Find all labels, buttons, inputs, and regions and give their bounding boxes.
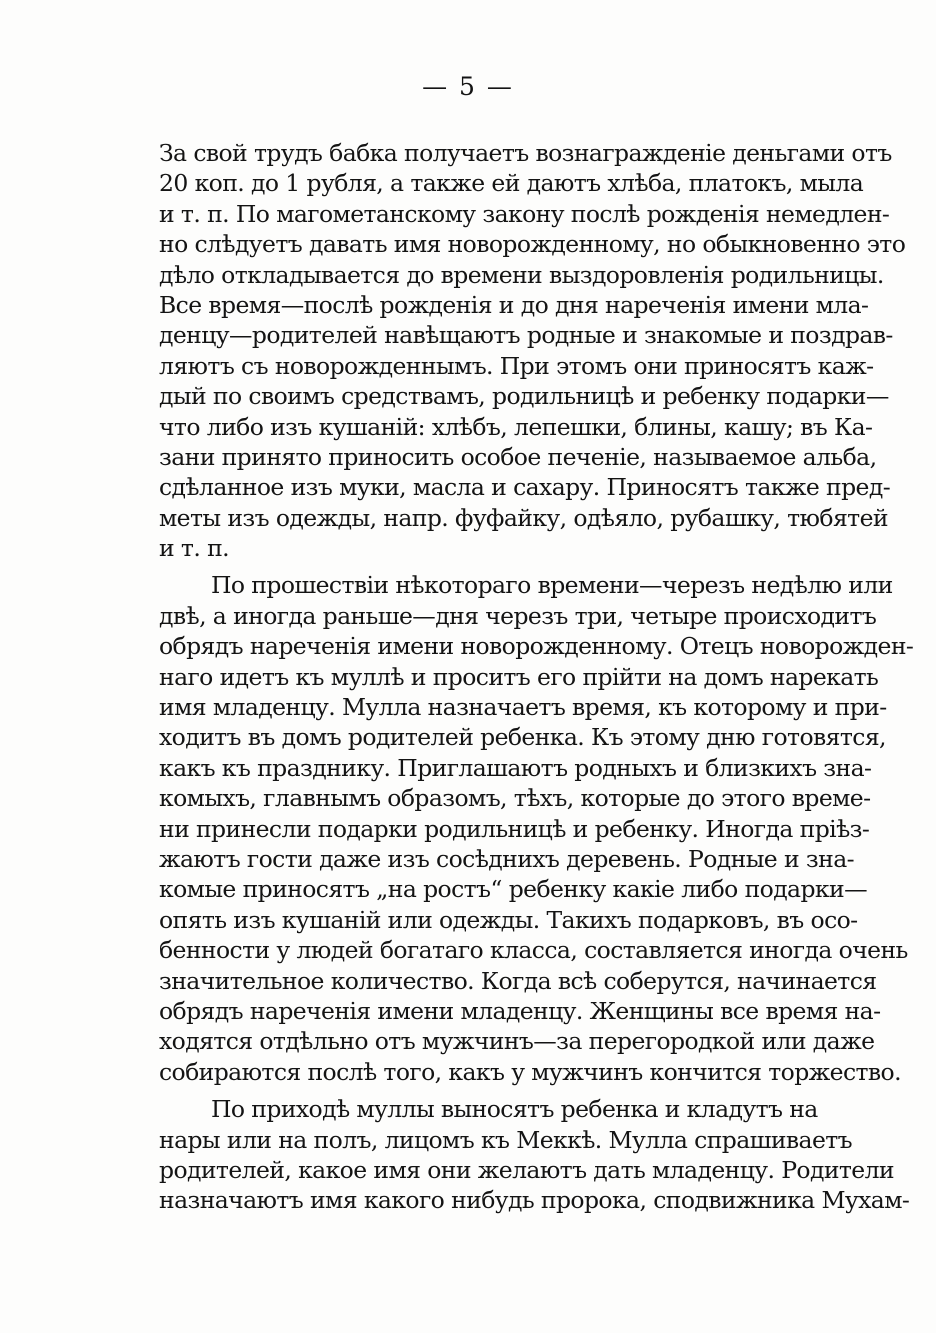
- text-line: наго идетъ къ муллѣ и проситъ его прійти на домъ нарекать: [159, 662, 879, 691]
- text-line: какъ къ празднику. Приглашаютъ родныхъ и близкихъ зна-: [159, 753, 872, 782]
- text-line: комыхъ, главнымъ образомъ, тѣхъ, которые до этого време-: [159, 784, 871, 813]
- paragraph-1: [159, 138, 906, 563]
- text-line: двѣ, а иногда раньше—дня черезъ три, четыре происходитъ: [159, 601, 877, 630]
- text-line: опять изъ кушаній или одежды. Такихъ подарковъ, въ осо-: [159, 905, 858, 934]
- text-line: что либо изъ кушаній: хлѣбъ, лепешки, блины, кашу; въ Ка-: [159, 412, 873, 441]
- text-line: зани принято приносить особое печеніе, называемое альба,: [159, 442, 877, 471]
- paragraph-3: [159, 1094, 910, 1216]
- text-line: собираются послѣ того, какъ у мужчинъ кончится торжество.: [159, 1057, 901, 1086]
- text-line: но слѣдуетъ давать имя новорожденному, но обыкновенно это: [159, 230, 906, 259]
- text-line: дѣло откладывается до времени выздоровленія родильницы.: [159, 260, 884, 289]
- text-line: назначаютъ имя какого нибудь пророка, сподвижника Мухам-: [159, 1186, 910, 1215]
- text-line: обрядъ нареченія имени младенцу. Женщины все время на-: [159, 996, 881, 1025]
- text-line: жаютъ гости даже изъ сосѣднихъ деревень. Родные и зна-: [159, 844, 854, 873]
- text-line: денцу—родителей навѣщаютъ родные и знакомые и поздрав-: [159, 321, 893, 350]
- text-line: комые приносятъ „на ростъ“ ребенку какіе либо подарки—: [159, 875, 867, 904]
- text-line: дый по своимъ средствамъ, родильницѣ и ребенку подарки—: [159, 382, 889, 411]
- text-line: имя младенцу. Мулла назначаетъ время, къ которому и при-: [159, 693, 887, 722]
- text-line: За свой трудъ бабка получаетъ вознагражденіе деньгами отъ: [159, 139, 892, 167]
- text-line: ляютъ съ новорожденнымъ. При этомъ они приносятъ каж-: [159, 351, 874, 380]
- text-line: бенности у людей богатаго класса, составляется иногда очень: [159, 936, 908, 965]
- text-line: и т. п.: [159, 534, 230, 563]
- text-line: ходятся отдѣльно отъ мужчинъ—за перегородкой или даже: [159, 1027, 875, 1056]
- text-line: ходитъ въ домъ родителей ребенка. Къ этому дню готовятся,: [159, 723, 886, 752]
- text-line: сдѣланное изъ муки, масла и сахару. Приносятъ также пред-: [159, 473, 891, 502]
- text-line: и т. п. По магометанскому закону послѣ рожденія немедлен-: [159, 199, 890, 228]
- text-line: родителей, какое имя они желаютъ дать младенцу. Родители: [159, 1155, 894, 1184]
- text-line: 20 коп. до 1 рубля, а также ей даютъ хлѣба, платокъ, мыла: [159, 169, 864, 198]
- text-line: нары или на полъ, лицомъ къ Меккѣ. Мулла спрашиваетъ: [159, 1125, 853, 1154]
- text-line: меты изъ одежды, напр. фуфайку, одѣяло, рубашку, тюбятей: [159, 503, 888, 532]
- paragraph-2: [159, 570, 914, 1087]
- text-line: По приходѣ муллы выносятъ ребенка и кладутъ на: [211, 1095, 818, 1124]
- text-line: По прошествіи нѣкотораго времени—черезъ недѣлю или: [211, 571, 893, 600]
- text-line: Все время—послѣ рожденія и до дня нареченія имени мла-: [159, 290, 869, 319]
- text-line: ни принесли подарки родильницѣ и ребенку. Иногда пріѣз-: [159, 814, 870, 843]
- body-text: [159, 138, 914, 1216]
- page-number: — 5 —: [422, 72, 514, 101]
- text-line: обрядъ нареченія имени новорожденному. Отецъ новорожден-: [159, 632, 914, 661]
- text-line: значительное количество. Когда всѣ соберутся, начинается: [159, 966, 877, 995]
